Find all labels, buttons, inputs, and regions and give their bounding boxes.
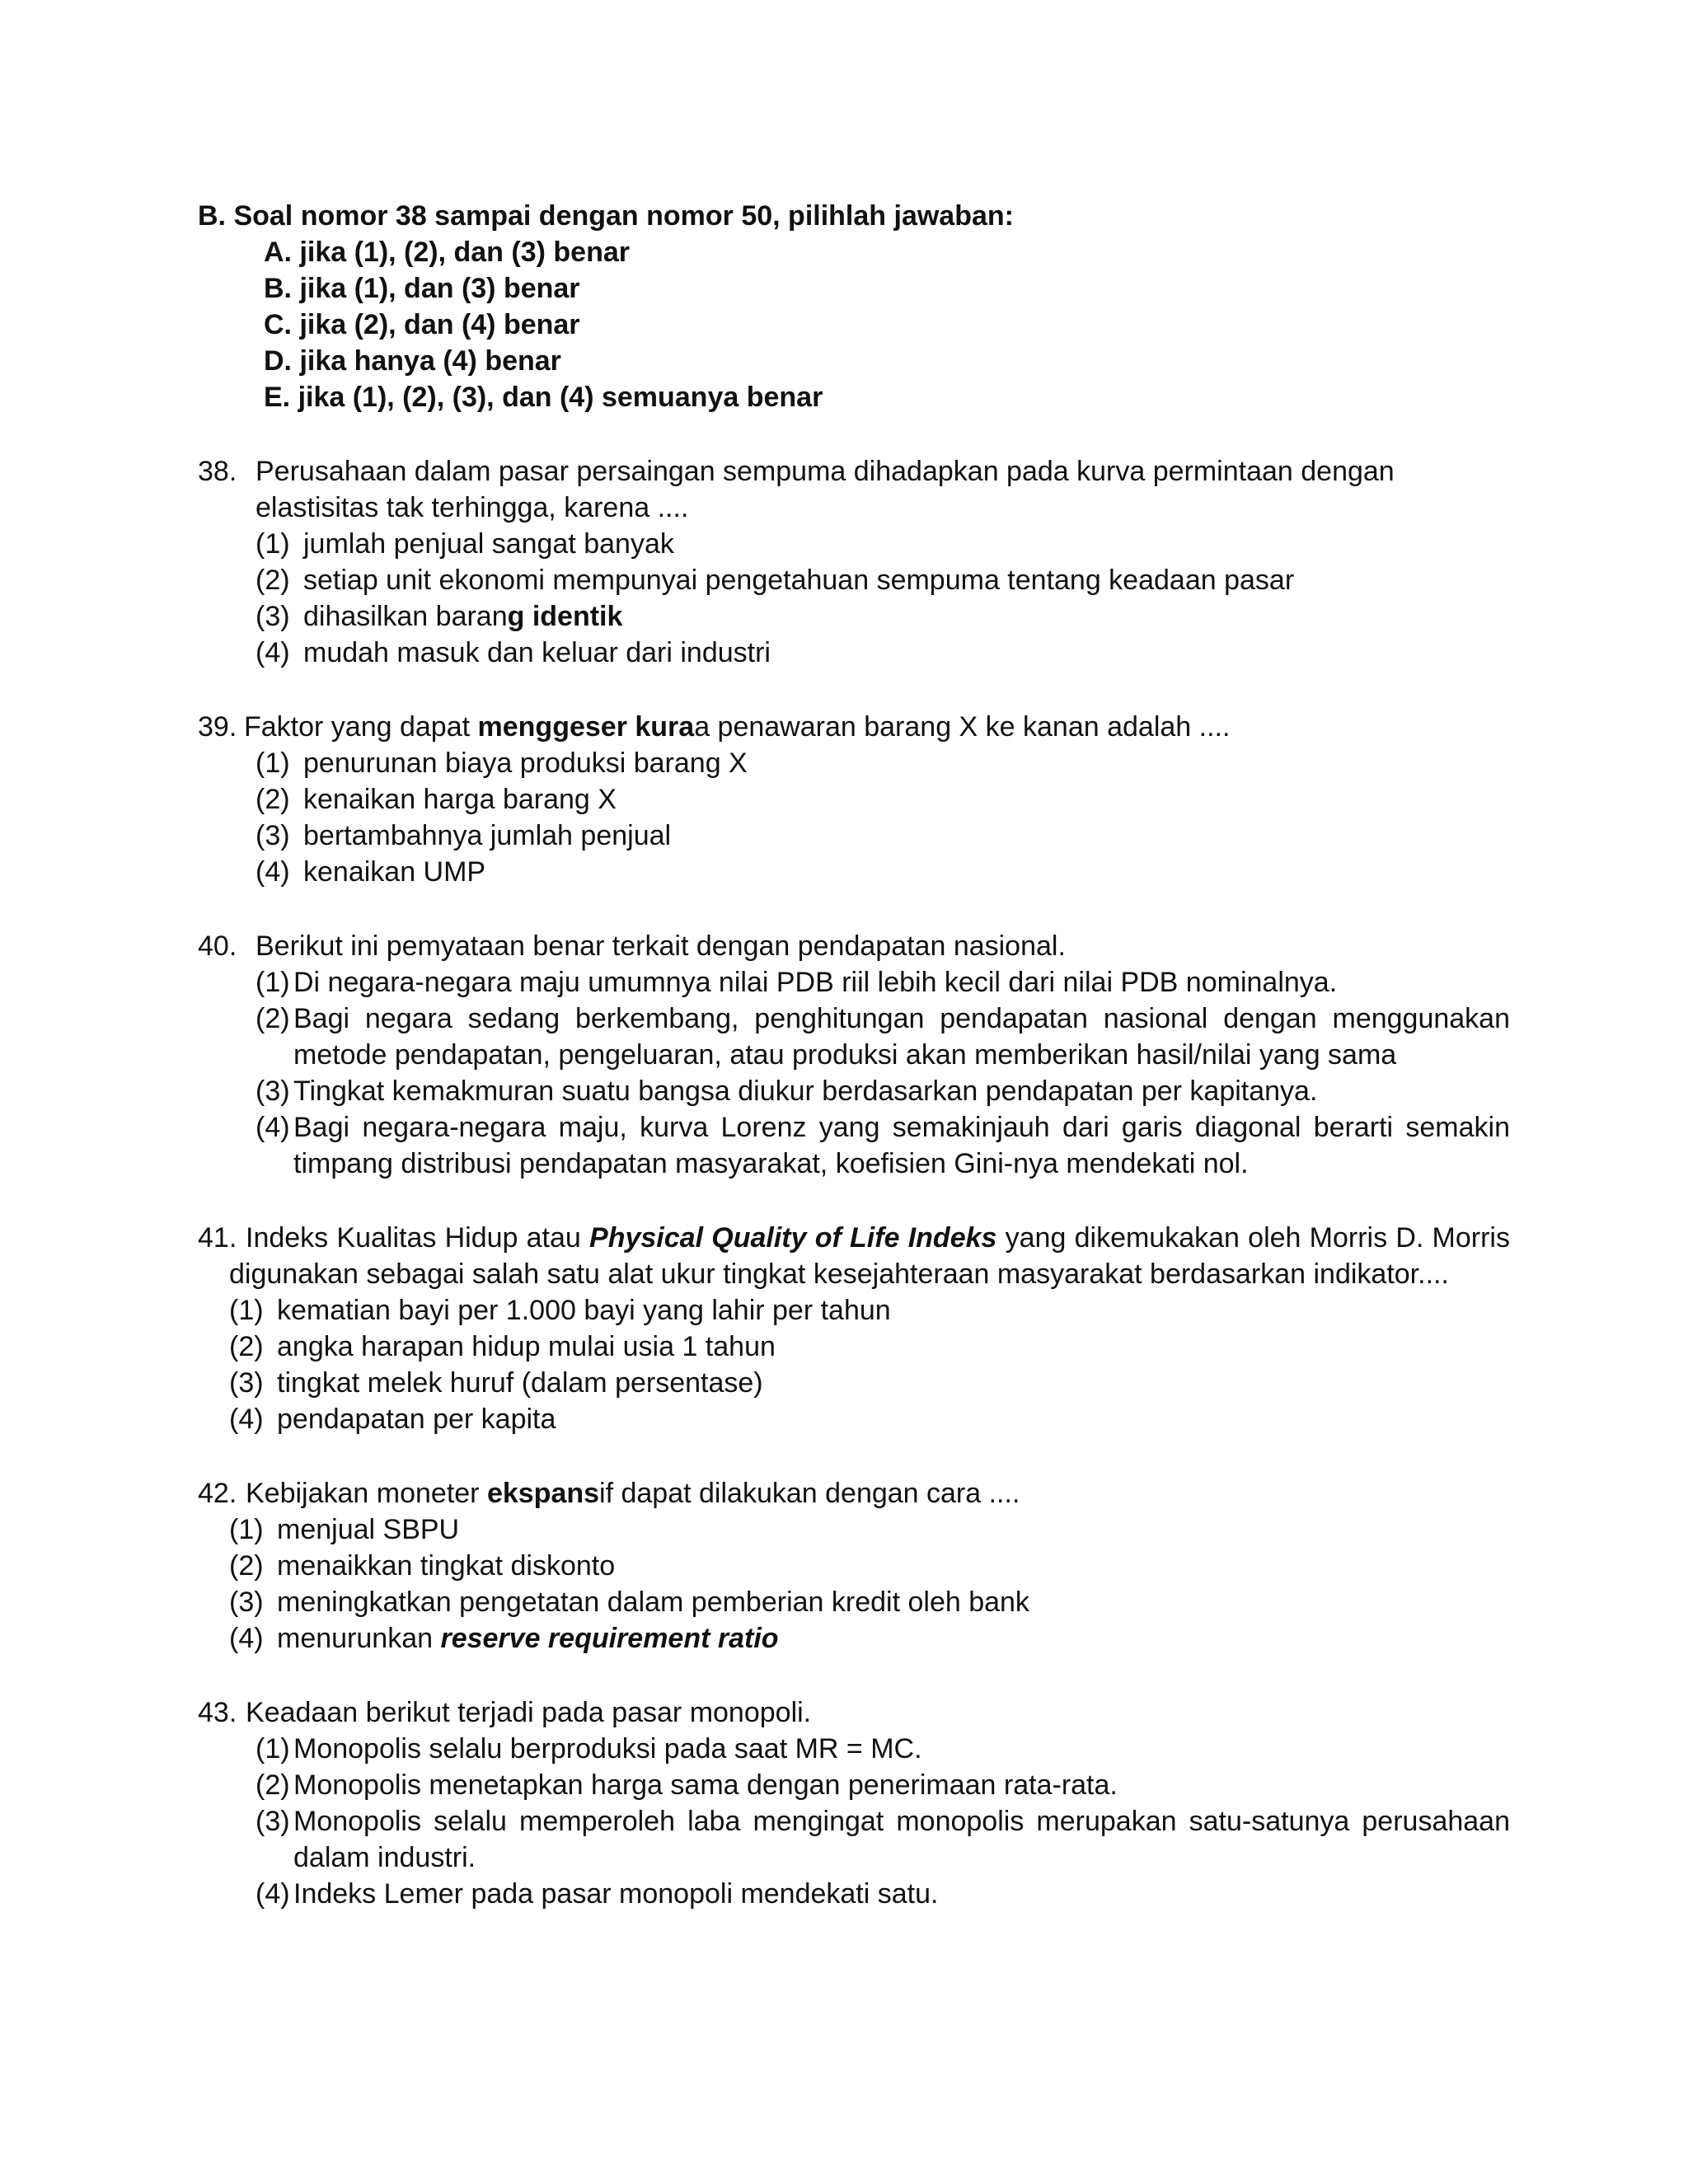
question-number: 38. [198,456,237,487]
option-text: menaikkan tingkat diskonto [277,1550,616,1582]
answer-key-option: C. jika (2), dan (4) benar [264,309,580,340]
question-stem: Berikut ini pemyataan benar terkait dengan pendapatan nasional. [256,930,1066,962]
option-text: tingkat melek huruf (dalam persentase) [277,1367,763,1399]
option-number: (3) [256,601,290,632]
answer-key-option: D. jika hanya (4) benar [264,345,561,377]
option-number: (1) [229,1514,264,1545]
option-number: (4) [229,1404,264,1435]
question-stem [244,709,1230,745]
stem-plain: Indeks Kualitas Hidup atau [246,1222,590,1254]
option-text-plain: menurunkan [277,1623,441,1654]
option-text: kenaikan harga barang X [303,784,617,815]
option-text-bold-italic: reserve requirement ratio [440,1623,779,1654]
option-number: (3) [256,1076,290,1107]
option-text: Monopolis selalu memperoleh laba mengingat monopolis merupakan satu-satunya perusahaan [293,1806,1510,1837]
option-text: pendapatan per kapita [277,1404,556,1435]
option-text: menjual SBPU [277,1514,460,1545]
option-text-bold: g identik [507,601,623,632]
option-number: (2) [256,565,290,596]
stem-bold: ekspans [486,1478,600,1509]
stem-plain: a penawaran barang X ke kanan adalah .... [694,711,1231,743]
option-number: (1) [256,1733,290,1765]
option-text: Monopolis selalu berproduksi pada saat MR = MC. [293,1733,922,1765]
option-text: Indeks Lemer pada pasar monopoli mendekati satu. [293,1878,939,1910]
question-stem [246,1220,1510,1256]
option-number: (1) [256,967,290,998]
option-text: Monopolis menetapkan harga sama dengan penerimaan rata-rata. [293,1769,1118,1801]
option-text: setiap unit ekonomi mempunyai pengetahuan sempuma tentang keadaan pasar [303,565,1295,596]
option-number: (3) [229,1367,264,1399]
option-text: kematian bayi per 1.000 bayi yang lahir per tahun [277,1295,891,1326]
option-number: (1) [256,528,290,560]
option-number: (1) [229,1295,264,1326]
answer-key-option: A. jika (1), (2), dan (3) benar [264,237,630,268]
question-stem: elastisitas tak terhingga, karena .... [256,492,689,523]
stem-plain: Kebijakan moneter [246,1478,487,1509]
stem-plain: Faktor yang dapat [244,711,478,743]
option-number: (2) [256,784,290,815]
stem-plain: if dapat dilakukan dengan cara .... [599,1478,1020,1509]
question-stem [246,1475,1020,1511]
option-number: (2) [229,1331,264,1362]
option-text: jumlah penjual sangat banyak [303,528,674,560]
option-text [303,598,622,635]
option-text [277,1620,779,1657]
question-number: 42. [198,1478,237,1509]
option-text: Tingkat kemakmuran suatu bangsa diukur berdasarkan pendapatan per kapitanya. [293,1076,1318,1107]
option-text: dalam industri. [293,1842,476,1873]
question-number: 43. [198,1697,237,1728]
option-number: (3) [229,1586,264,1618]
option-number: (2) [229,1550,264,1582]
option-number: (4) [256,637,290,668]
answer-key-option: B. jika (1), dan (3) benar [264,273,580,304]
stem-bold-italic: Physical Quality of Life Indeks [589,1222,997,1254]
option-text: kenaikan UMP [303,856,486,888]
option-number: (3) [256,1806,290,1837]
option-number: (4) [256,1112,290,1143]
option-number: (4) [256,856,290,888]
option-number: (2) [256,1769,290,1801]
question-stem: digunakan sebagai salah satu alat ukur tingkat kesejahteraan masyarakat berdasarkan indikator.... [229,1258,1449,1290]
option-number: (1) [256,748,290,779]
option-number: (2) [256,1003,290,1034]
stem-bold: menggeser kura [477,711,695,743]
option-number: (3) [256,820,290,851]
option-text: mudah masuk dan keluar dari industri [303,637,771,668]
question-number: 40. [198,930,237,962]
option-text: meningkatkan pengetatan dalam pemberian kredit oleh bank [277,1586,1029,1618]
option-text: Bagi negara-negara maju, kurva Lorenz yang semakinjauh dari garis diagonal berarti semakin [293,1112,1510,1143]
question-stem: Keadaan berikut terjadi pada pasar monopoli. [246,1697,812,1728]
option-text: timpang distribusi pendapatan masyarakat, koefisien Gini-nya mendekati nol. [293,1148,1249,1179]
option-text: Di negara-negara maju umumnya nilai PDB riil lebih kecil dari nilai PDB nominalnya. [293,967,1338,998]
option-number: (4) [229,1623,264,1654]
stem-plain: yang dikemukakan oleh Morris D. Morris [996,1222,1510,1254]
option-number: (4) [256,1878,290,1910]
option-text: bertambahnya jumlah penjual [303,820,672,851]
section-heading: B. Soal nomor 38 sampai dengan nomor 50, pilihlah jawaban: [198,200,1014,232]
question-stem: Perusahaan dalam pasar persaingan sempuma dihadapkan pada kurva permintaan dengan [256,456,1395,487]
option-text: Bagi negara sedang berkembang, penghitungan pendapatan nasional dengan menggunakan [293,1003,1510,1034]
option-text: penurunan biaya produksi barang X [303,748,748,779]
question-number: 41. [198,1222,237,1254]
option-text: metode pendapatan, pengeluaran, atau produksi akan memberikan hasil/nilai yang sama [293,1039,1397,1071]
option-text-plain: dihasilkan baran [303,601,508,632]
option-text: angka harapan hidup mulai usia 1 tahun [277,1331,776,1362]
answer-key-option: E. jika (1), (2), (3), dan (4) semuanya benar [264,382,823,413]
question-number: 39. [198,711,237,743]
